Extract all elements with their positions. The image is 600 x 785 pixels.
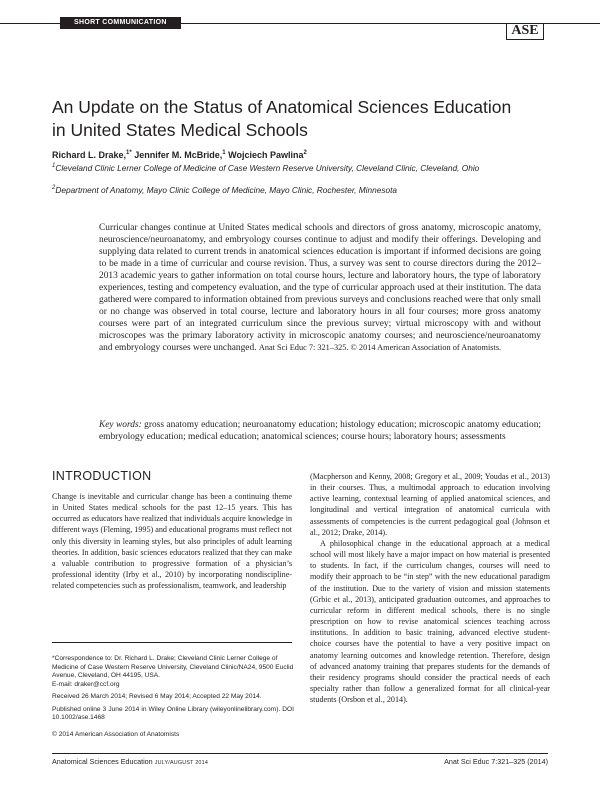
- correspondence-note: *Correspondence to: Dr. Richard L. Drake; Cleveland Clinic Lerner College of Medicine of Case Western Reserve University, Cleveland Clinic/NA24, 9500 Euclid Avenue, Cleveland, OH 44195, USA.: [52, 655, 294, 679]
- affiliation-mark: 1: [52, 163, 56, 170]
- section-label: SHORT COMMUNICATION: [60, 17, 181, 29]
- body-paragraph: Change is inevitable and curricular change has been a continuing theme in United States medical schools for the past 12–15 years. This has occurred as educators have realized that individuals acquire knowledge in different ways (Fleming, 1995) and educational programs must reflect not only this diversity in learning styles, but also principles of adult learning theories. In addition, basic sciences educators realized that they can make a valuable contribution to progressive formation of a physician’s professional identity (Irby et al., 2010) by incorporating nondiscipline-related competencies such as professionalism, teamwork, and leadership: [52, 492, 292, 591]
- author-name: Richard L. Drake,: [52, 150, 127, 160]
- affiliation-text: Cleveland Clinic Lerner College of Medicine of Case Western Reserve University, Cleveland Clinic, Cleveland, Ohio: [55, 163, 480, 173]
- footer-journal-name: Anatomical Sciences Education: [52, 757, 153, 766]
- footer-citation: Anat Sci Educ 7:321–325 (2014): [444, 757, 548, 766]
- affiliation-text: Department of Anatomy, Mayo Clinic College of Medicine, Mayo Clinic, Rochester, Minnesota: [55, 185, 398, 195]
- abstract-text: Curricular changes continue at United States medical schools and directors of gross anatomy, microscopic anatomy, neuroscience/neuroanatomy, and embryology courses continue to adjust and modify their offerings. Developing and supplying data related to current trends in anatomical sciences education is important if informed decisions are going to be made in a time of curricular and course revision. Thus, a survey was sent to course directors during the 2012–2013 academic years to gather information on total course hours, lecture and laboratory hours, the type of laboratory experiences, testing and competency evaluation, and the type of curricular approach used at their institution. The data gathered were compared to information obtained from previous surveys and conclusions reached were that only small or no change was observed in total course, lecture and laboratory hours in all four courses; more gross anatomy courses were part of an integrated curriculum since the previous survey; virtual microscopy with and without microscopes was the primary laboratory activity in microscopic anatomy courses; and neuroscience/neuroanatomy and embryology courses were unchanged.: [99, 223, 541, 354]
- author-affiliation-mark: 1: [222, 150, 226, 156]
- keywords-text: gross anatomy education; neuroanatomy education; histology education; microscopic anatomy education; embryology education; medical education; anatomical sciences; course hours; laboratory hours; assessments: [99, 420, 542, 442]
- footer-journal: [52, 757, 208, 766]
- abstract: [99, 222, 541, 355]
- body-paragraph: A philosophical change in the educational approach at a medical school will most likely have a major impact on how material is presented to students. In fact, if the curriculum changes, courses will need to modify their approach to be “in step” with the new educational paradigm of the institution. Due to the variety of vision and mission statements (Grbic et al., 2013), anticipated graduation outcomes, and approaches to curricular reform in different medical schools, there is no single prescription on how to revise anatomical sciences teaching across institutions. In addition to basic training, advanced elective student-choice courses have the potential to have a very positive impact on anatomy learning outcomes and knowledge retention. Therefore, design of advanced anatomy training that prepares students for the demands of their residency programs should consider the practical needs of each specialty rather than follow a generalized format for all clinical-year students (Orsbon et al., 2014).: [310, 538, 550, 705]
- email-link[interactable]: E-mail: draker@ccf.org: [52, 680, 120, 688]
- body-column-left: [52, 491, 292, 591]
- body-paragraph: (Macpherson and Kenny, 2008; Gregory et al., 2009; Youdas et al., 2013) in their courses. Thus, a multimodal approach to education involving active learning, contextual learning of applied anatomical sciences, and longitudinal and vertical integration of anatomical curricula with assessments of competencies is the current pedagogical goal (Johnson et al., 2012; Drake, 2014).: [310, 472, 550, 537]
- author-list: [52, 150, 532, 160]
- author-name: Wojciech Pawlina: [228, 150, 304, 160]
- abstract-citation: Anat Sci Educ 7: 321–325. © 2014 American Association of Anatomists.: [258, 343, 502, 353]
- footnote-rule: [52, 642, 292, 643]
- affiliation-mark: 2: [52, 185, 56, 192]
- footer-rule: [52, 753, 548, 754]
- publication-info: Published online 3 June 2014 in Wiley Online Library (wileyonlinelibrary.com). DOI 10.1002/ase.1468: [52, 705, 294, 721]
- article-title: An Update on the Status of Anatomical Sciences Education in United States Medical Schools: [52, 97, 512, 140]
- author-affiliation-mark: 2: [303, 150, 307, 156]
- affiliation: [52, 185, 522, 196]
- keywords: [99, 419, 541, 443]
- keywords-label: Key words:: [99, 420, 142, 430]
- affiliation: [52, 163, 522, 174]
- footer-issue: JULY/AUGUST 2014: [154, 760, 209, 766]
- copyright-note: © 2014 American Association of Anatomists: [52, 730, 180, 738]
- body-column-right: [310, 471, 550, 705]
- author-name: Jennifer M. McBride,: [134, 150, 223, 160]
- section-heading: INTRODUCTION: [52, 469, 152, 483]
- author-affiliation-mark: 1*: [126, 150, 132, 156]
- article-dates: Received 26 March 2014; Revised 6 May 2014; Accepted 22 May 2014.: [52, 693, 262, 700]
- footnotes: [52, 655, 294, 739]
- journal-logo: ASE: [506, 23, 544, 40]
